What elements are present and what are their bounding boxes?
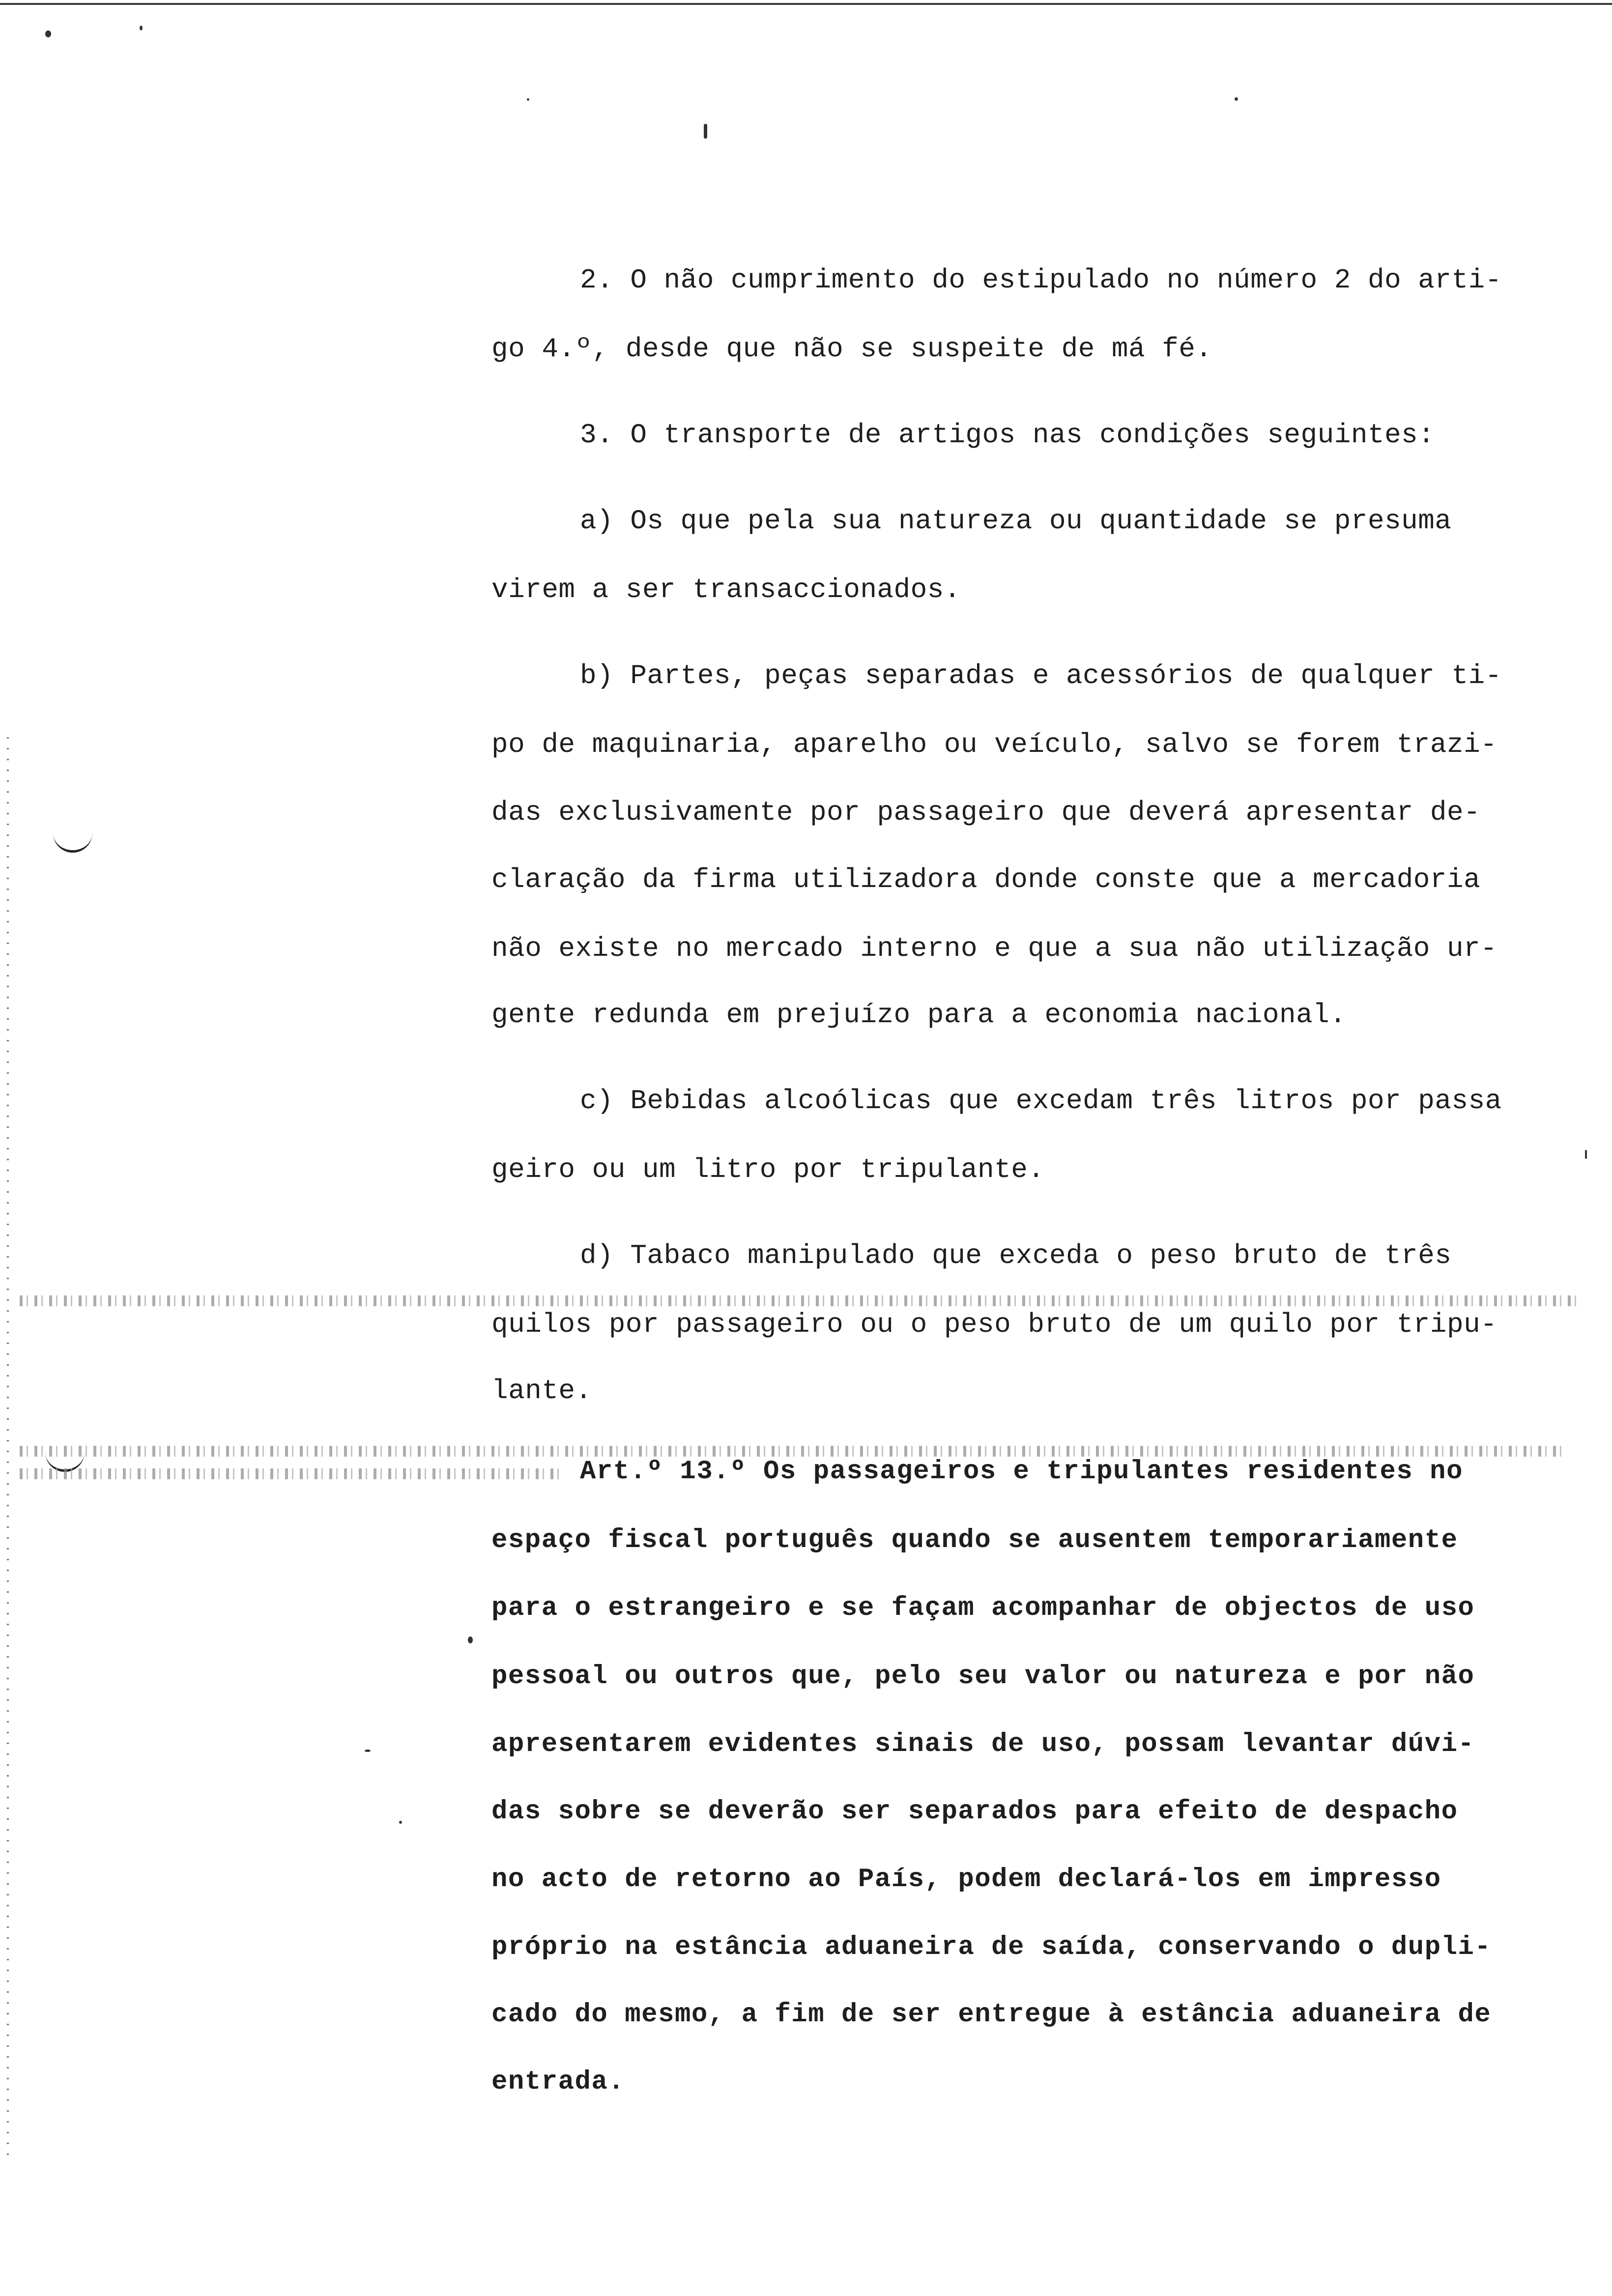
text-line: das sobre se deverão ser separados para efeito de despacho [491,1797,1458,1827]
text-line: cado do mesmo, a fim de ser entregue à estância aduaneira de [491,2000,1492,2030]
text-line: pessoal ou outros que, pelo seu valor ou natureza e por não [491,1662,1475,1692]
scan-speck [399,1821,402,1824]
text-line: 2. O não cumprimento do estipulado no número 2 do arti- [580,264,1502,296]
text-line: Art.º 13.º Os passageiros e tripulantes residentes no [580,1457,1463,1487]
scan-speck [365,1750,371,1752]
scan-noise-band [20,1468,560,1479]
text-line: d) Tabaco manipulado que exceda o peso bruto de três [580,1240,1452,1271]
text-line: das exclusivamente por passageiro que deverá apresentar de- [491,797,1481,828]
text-line: entrada. [491,2067,625,2097]
text-line: virem a ser transaccionados. [491,574,961,605]
scan-speck [1585,1150,1587,1159]
margin-curve-mark [53,831,92,853]
scan-speck [1235,97,1238,101]
text-line: c) Bebidas alcoólicas que excedam três litros por passa [580,1085,1502,1117]
text-line: a) Os que pela sua natureza ou quantidade se presuma [580,505,1452,537]
text-line: gente redunda em prejuízo para a economia nacional. [491,999,1347,1031]
text-line: 3. O transporte de artigos nas condições seguintes: [580,419,1435,451]
text-line: espaço fiscal português quando se ausentem temporariamente [491,1525,1458,1555]
text-line: quilos por passageiro ou o peso bruto de um quilo por tripu- [491,1309,1497,1340]
scan-speck [468,1636,473,1643]
scan-speck [527,98,529,101]
text-line: po de maquinaria, aparelho ou veículo, salvo se forem trazi- [491,729,1497,760]
scan-noise-band [20,1295,1583,1306]
text-line: go 4.º, desde que não se suspeite de má fé. [491,333,1212,365]
scan-speck [704,124,707,139]
scan-speck [140,26,143,30]
text-line: geiro ou um litro por tripulante. [491,1154,1045,1185]
text-line: b) Partes, peças separadas e acessórios de qualquer ti- [580,660,1502,691]
text-line: para o estrangeiro e se façam acompanhar de objectos de uso [491,1593,1475,1623]
text-line: próprio na estância aduaneira de saída, conservando o dupli- [491,1932,1492,1962]
text-line: não existe no mercado interno e que a sua não utilização ur- [491,933,1497,964]
scan-speck [45,30,51,37]
text-line: apresentarem evidentes sinais de uso, possam levantar dúvi- [491,1729,1475,1759]
top-scan-border [0,3,1612,5]
text-line: no acto de retorno ao País, podem declará-los em impresso [491,1865,1441,1894]
text-line: lante. [491,1375,592,1406]
text-line: claração da firma utilizadora donde conste que a mercadoria [491,864,1481,895]
left-margin-scan-artifact [7,737,9,2162]
